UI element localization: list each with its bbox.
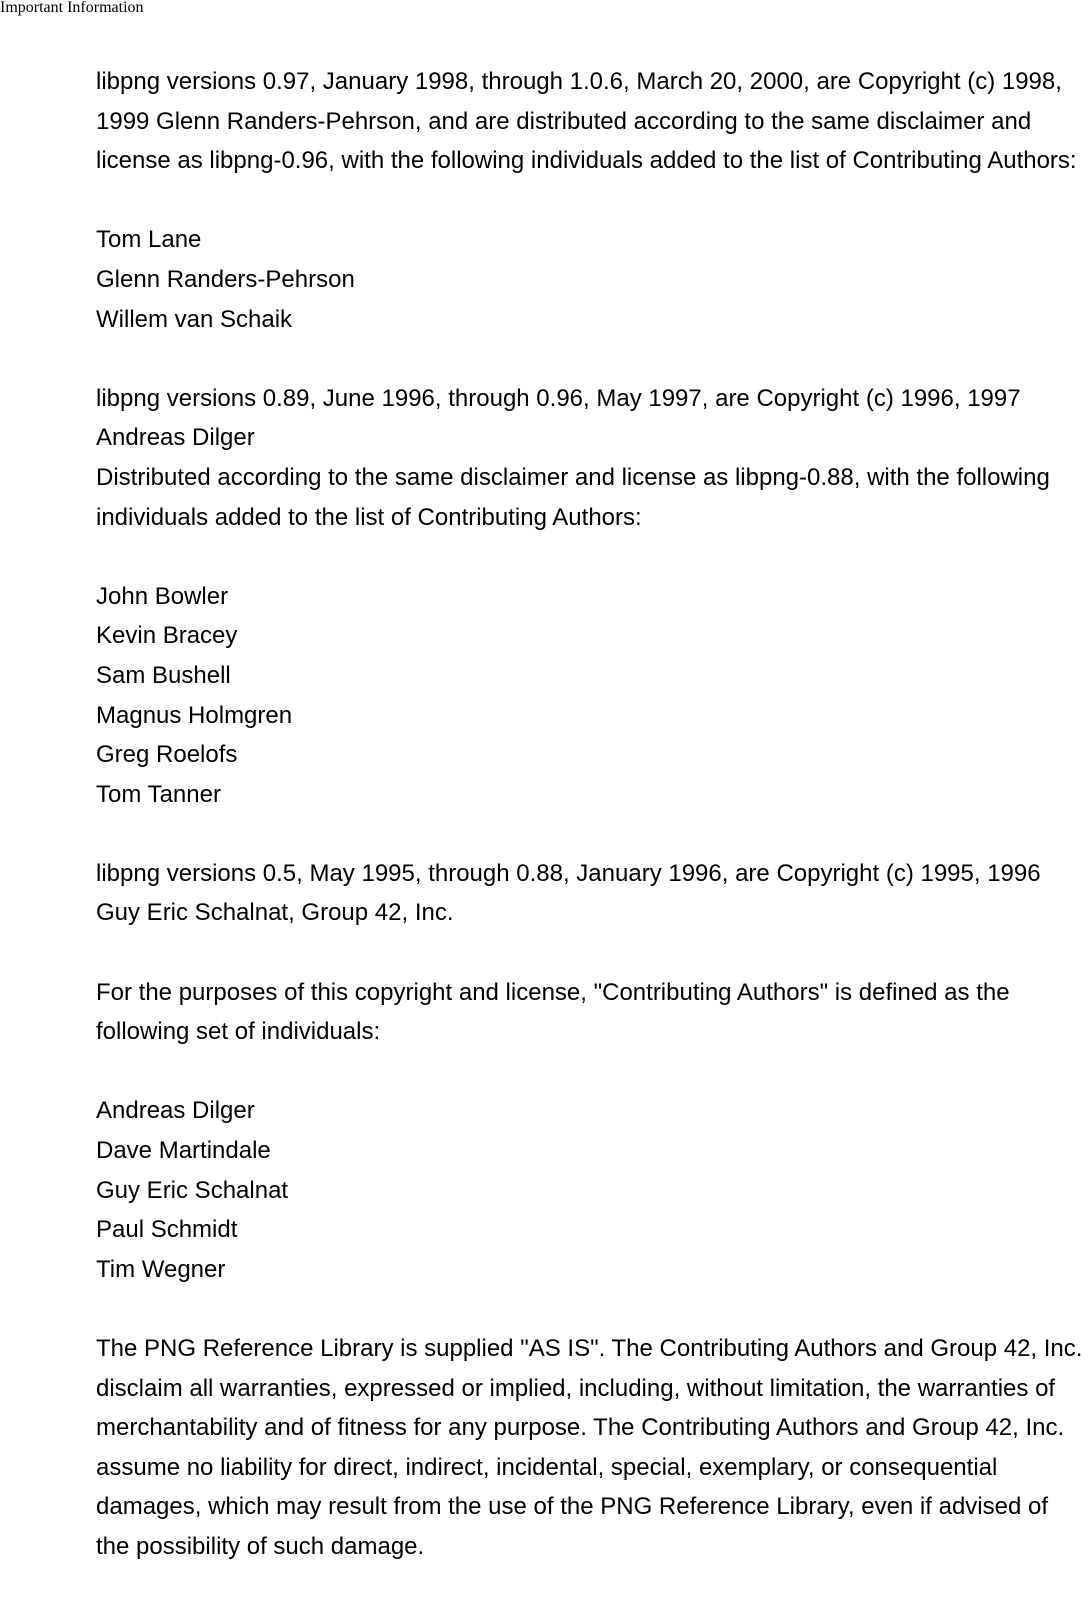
contributor-name: Greg Roelofs — [96, 741, 238, 769]
copyright-paragraph-3: libpng versions 0.5, May 1995, through 0.88, January 1996, are Copyright (c) 1995, 1996 Guy Eric Schalnat, Group 42, Inc. — [96, 859, 1041, 927]
contributor-name: Tim Wegner — [96, 1255, 226, 1283]
contributing-authors-definition: For the purposes of this copyright and license, "Contributing Authors" is defined as the following set of individuals: — [96, 978, 1010, 1046]
copyright-paragraph-2 — [96, 379, 1086, 537]
copyright-paragraph-2-line-2: Distributed according to the same disclaimer and license as libpng-0.88, with the following individuals added to the list of Contributing Authors: — [96, 463, 1050, 531]
copyright-paragraph-1: libpng versions 0.97, January 1998, through 1.0.6, March 20, 2000, are Copyright (c) 1998, 1999 Glenn Randers-Pehrson, and are distributed according to the same disclaimer and license as libpng-0.96, with the following individuals added to the list of Contributing Authors: — [96, 68, 1077, 175]
contributors-list-2 — [96, 577, 1086, 815]
contributor-name: Tom Lane — [96, 226, 202, 254]
contributor-name: Sam Bushell — [96, 661, 231, 689]
contributor-name: Magnus Holmgren — [96, 701, 293, 729]
contributor-name: Andreas Dilger — [96, 1097, 255, 1125]
contributor-name: Guy Eric Schalnat — [96, 1176, 289, 1204]
contributor-name: John Bowler — [96, 582, 229, 610]
license-content — [96, 62, 1086, 1567]
contributor-name: Kevin Bracey — [96, 622, 238, 650]
contributor-name: Dave Martindale — [96, 1137, 271, 1165]
contributors-list-1 — [96, 220, 1086, 339]
contributor-name: Tom Tanner — [96, 780, 221, 808]
contributor-name: Willem van Schaik — [96, 305, 293, 333]
contributor-name: Paul Schmidt — [96, 1216, 238, 1244]
copyright-paragraph-2-line-1: libpng versions 0.89, June 1996, through 0.96, May 1997, are Copyright (c) 1996, 1997 Andreas Dilger — [96, 384, 1021, 452]
contributors-list-3 — [96, 1091, 1086, 1289]
page-header-title: Important Information — [0, 0, 144, 16]
contributor-name: Glenn Randers-Pehrson — [96, 265, 355, 293]
disclaimer-paragraph: The PNG Reference Library is supplied "AS IS". The Contributing Authors and Group 42, Inc. disclaim all warranties, expressed or implied, including, without limitation, the warranties of merchantability and of fitness for any purpose. The Contributing Authors and Group 42, Inc. assume no liability for direct, indirect, incidental, special, exemplary, or consequential damages, which may result from the use of the PNG Reference Library, even if advised of the possibility of such damage. — [96, 1335, 1083, 1560]
